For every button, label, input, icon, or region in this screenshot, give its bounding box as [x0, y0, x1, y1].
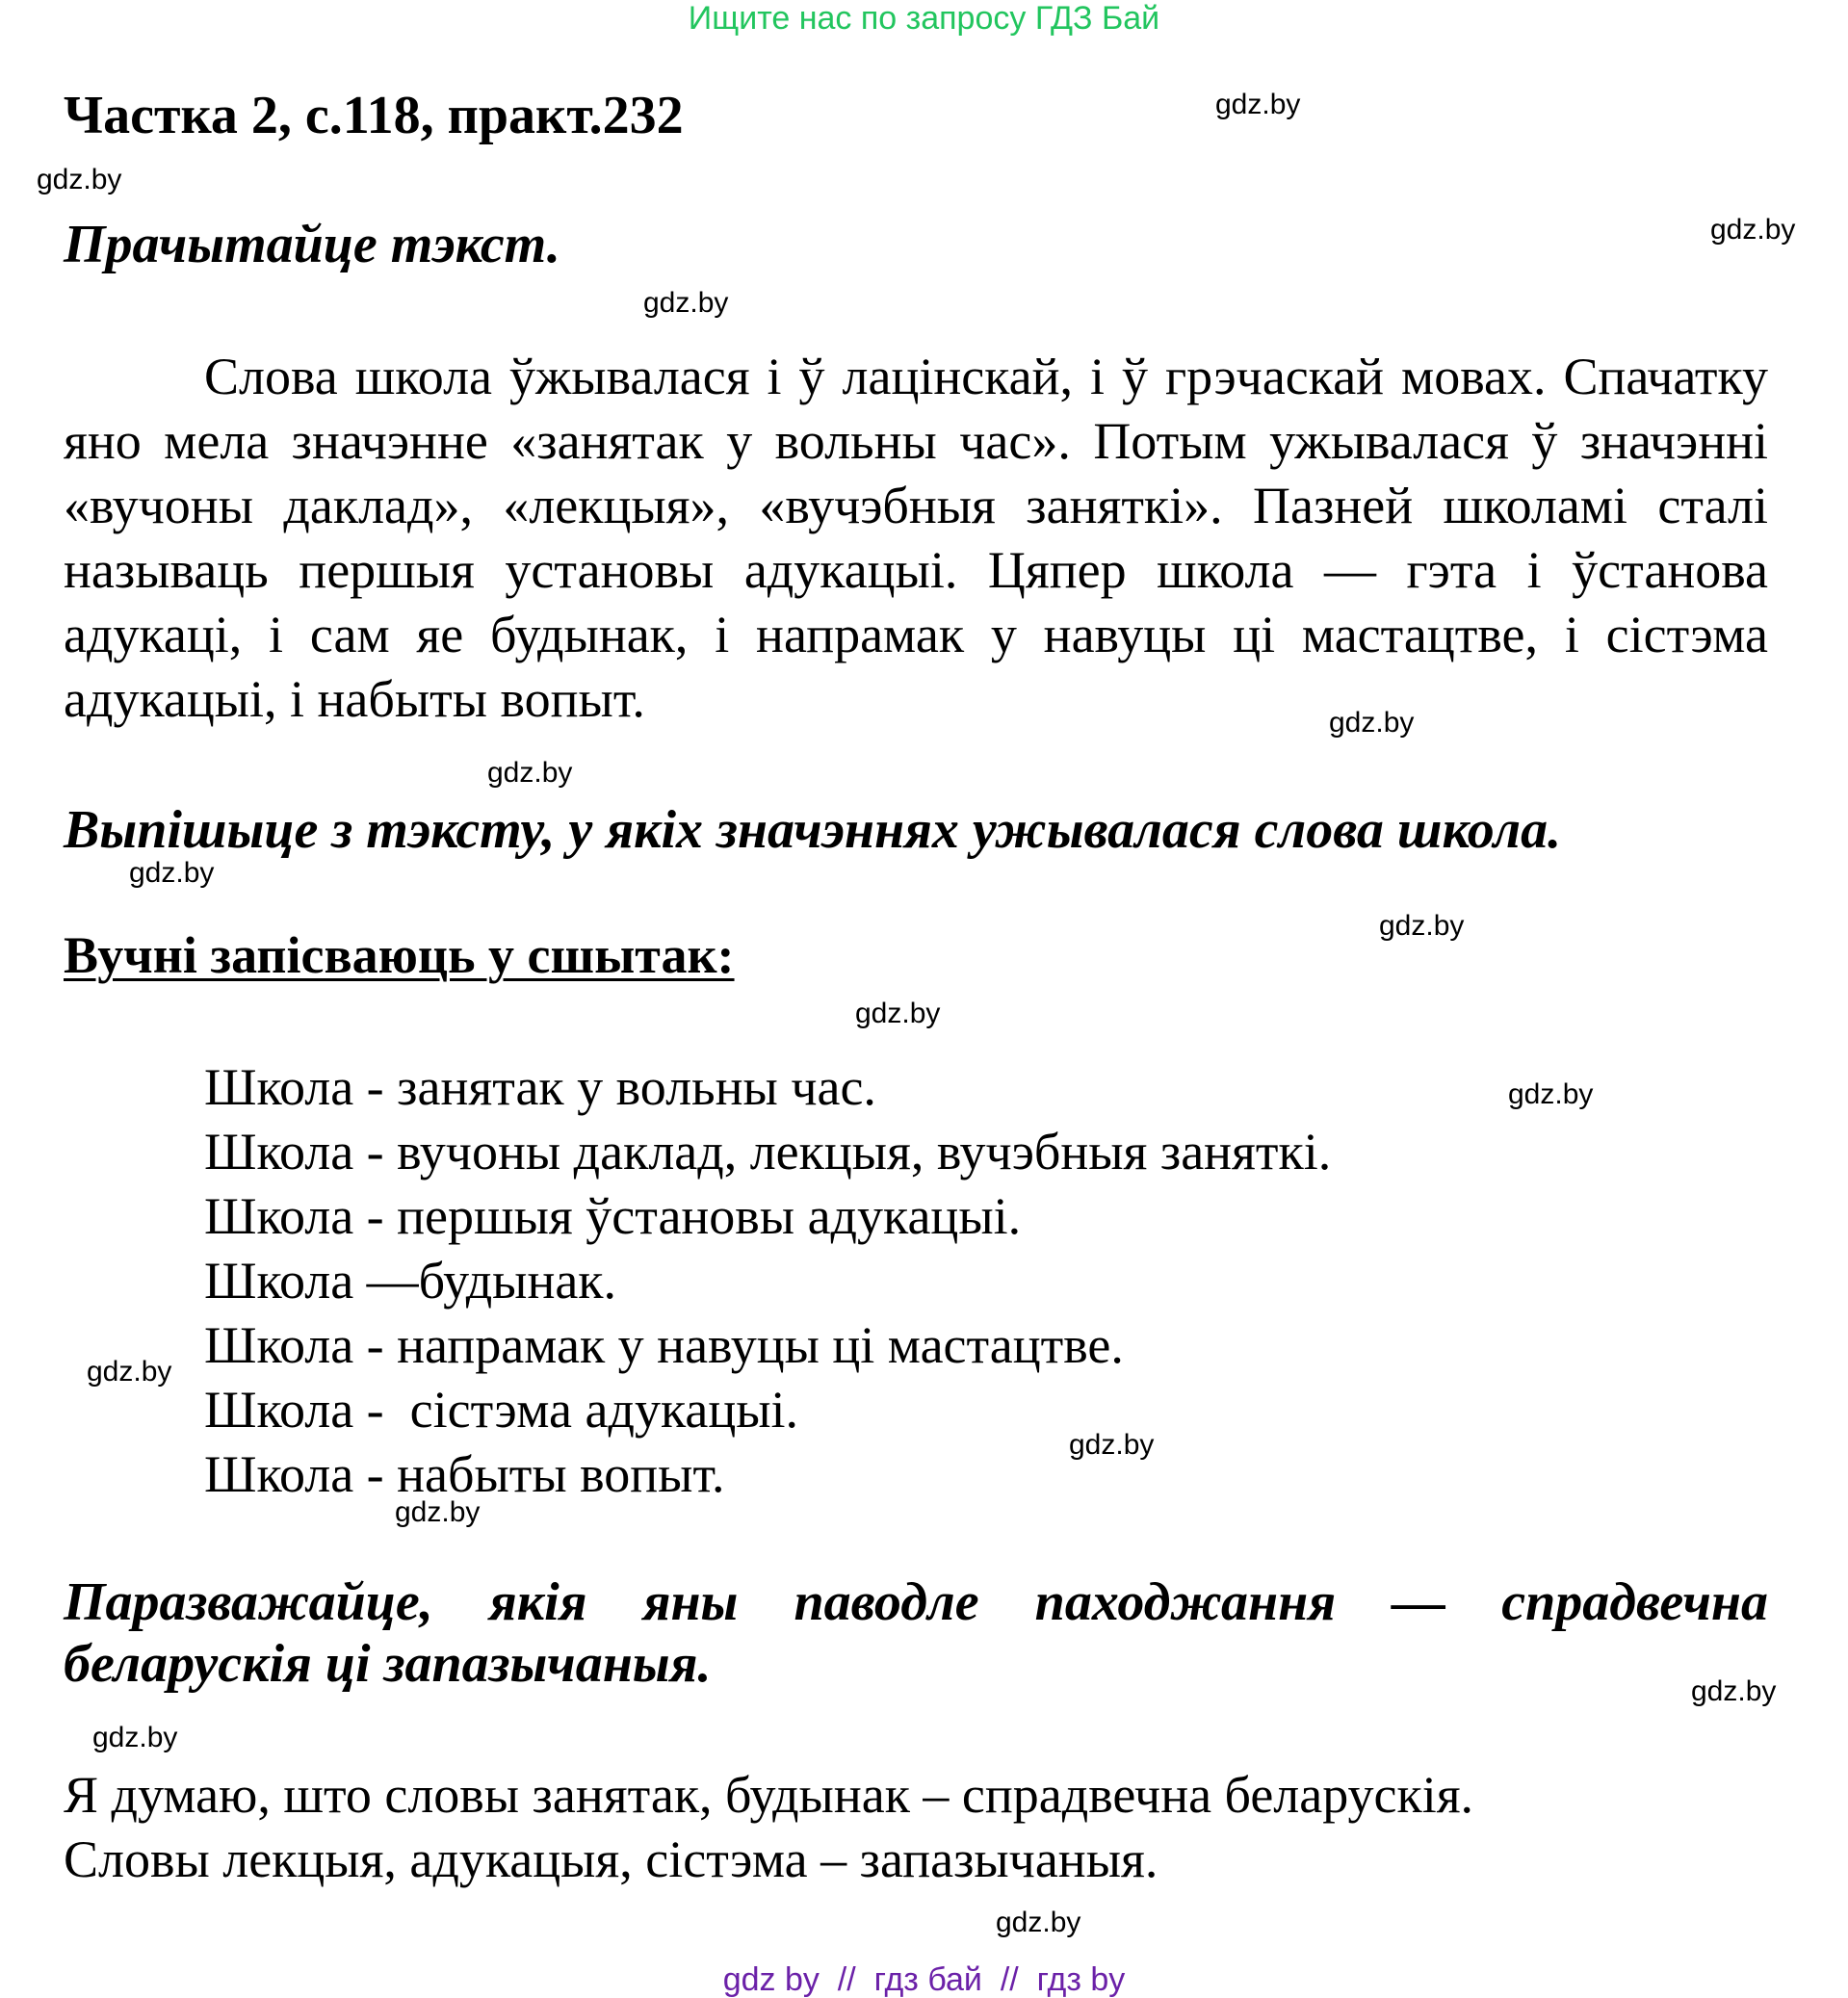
watermark: gdz.by	[996, 1907, 1081, 1938]
page-title: Частка 2, с.118, практ.232	[64, 86, 684, 145]
task-write-out: Выпішыце з тэксту, у якіх значэннях ужывалася слова школа.	[64, 800, 1562, 860]
answer-list	[204, 1055, 1331, 1507]
answer-heading: Вучні запісваюць у сшытак:	[64, 926, 735, 984]
watermark: gdz.by	[1069, 1429, 1155, 1461]
conclusion-line: Я думаю, што словы занятак, будынак – спрадвечна беларускія.	[64, 1766, 1474, 1824]
top-banner[interactable]: Ищите нас по запросу ГДЗ Бай	[688, 0, 1160, 37]
answer-line: Школа - набыты вопыт.	[204, 1445, 725, 1503]
watermark: gdz.by	[129, 857, 215, 889]
conclusion	[64, 1763, 1473, 1892]
watermark: gdz.by	[87, 1356, 172, 1388]
task-read-text: Прачытайце тэкст.	[64, 215, 560, 274]
answer-line: Школа - напрамак у навуцы ці мастацтве.	[204, 1316, 1124, 1374]
watermark: gdz.by	[643, 287, 729, 319]
task-origin: Паразважайце, якія яны паводле паходжання — спрадвечна беларускія ці запазычаныя.	[64, 1572, 1768, 1694]
watermark: gdz.by	[1215, 89, 1301, 120]
watermark: gdz.by	[487, 757, 573, 789]
answer-line: Школа - занятак у вольны час.	[204, 1058, 876, 1116]
watermark: gdz.by	[855, 998, 941, 1029]
source-paragraph: Слова школа ўжывалася і ў лацінскай, і ў грэчаскай мовах. Спачатку яно мела значэнне «занятак у вольны час». Потым ужывалася ў значэнні «вучоны даклад», «лекцыя», «вучэбныя заняткі». Пазней школамі сталі называць першыя установы адукацыі. Цяпер школа — гэта і ўстанова адукацi, і сам яе будынак, і напрамак у навуцы ці мастацтве, і сістэма адукацыі, і набыты вопыт.	[64, 348, 1768, 728]
watermark: gdz.by	[395, 1496, 481, 1528]
watermark: gdz.by	[92, 1722, 178, 1753]
watermark: gdz.by	[37, 164, 122, 195]
footer-links[interactable]: gdz by // гдз бай // гдз by	[722, 1961, 1126, 1998]
answer-line: Школа - першыя ўстановы адукацыі.	[204, 1187, 1022, 1245]
conclusion-line: Словы лекцыя, адукацыя, сістэма – запазычаныя.	[64, 1830, 1158, 1888]
answer-line: Школа - сістэма адукацыі.	[204, 1381, 799, 1439]
watermark: gdz.by	[1329, 707, 1415, 739]
watermark: gdz.by	[1710, 214, 1796, 246]
watermark: gdz.by	[1379, 910, 1465, 942]
watermark: gdz.by	[1508, 1078, 1594, 1110]
answer-line: Школа —будынак.	[204, 1252, 617, 1310]
watermark: gdz.by	[1691, 1675, 1777, 1707]
answer-line: Школа - вучоны даклад, лекцыя, вучэбныя заняткі.	[204, 1123, 1332, 1181]
